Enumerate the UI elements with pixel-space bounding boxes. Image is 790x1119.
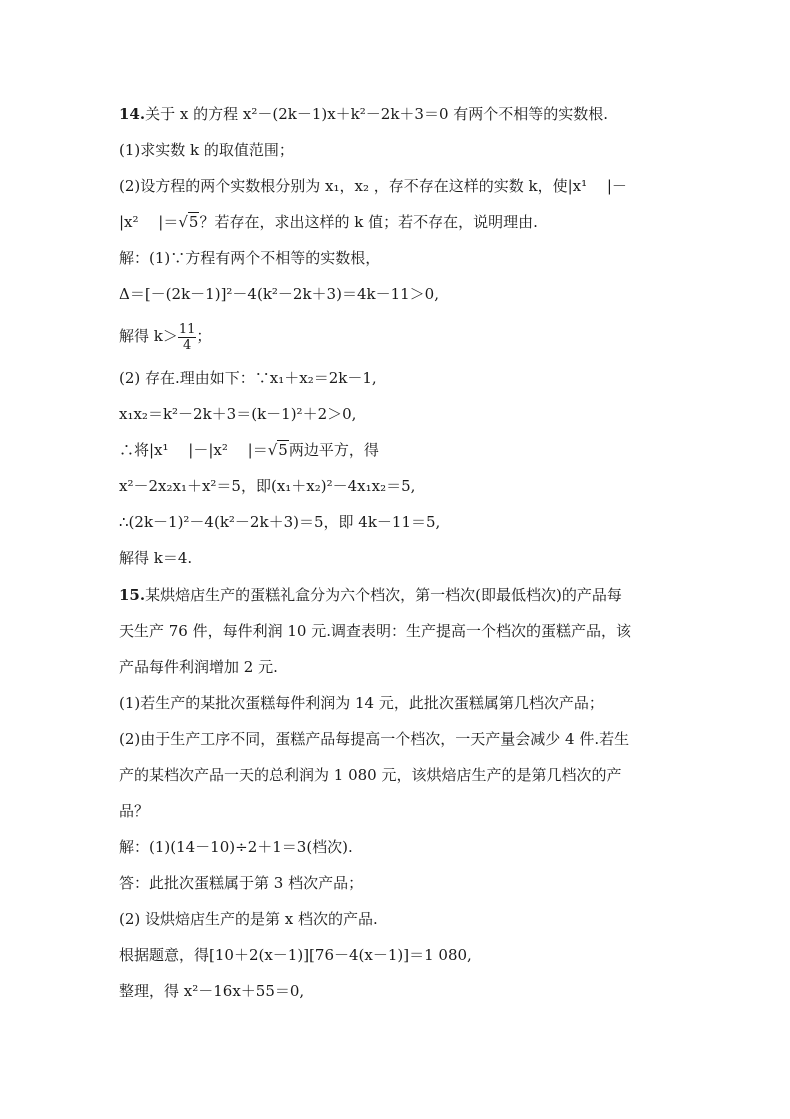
solution-2-line-3 xyxy=(119,440,379,460)
radicand: 5 xyxy=(188,213,199,231)
solution-k-range xyxy=(119,318,211,354)
question-1: (1)若生产的某批次蛋糕每件利润为 14 元，此批次蛋糕属第几档次产品； xyxy=(119,694,604,712)
question-2-line-1: (2)由于生产工序不同，蛋糕产品每提高一个档次，一天产量会减少 4 件.若生 xyxy=(119,730,630,748)
problem-number: 15. xyxy=(119,586,146,604)
sqrt-expression xyxy=(178,212,199,232)
sqrt-expression xyxy=(268,440,289,460)
text-span: ； xyxy=(196,327,212,345)
problem-14-stem xyxy=(119,104,608,124)
text-span: 两边平方，得 xyxy=(288,441,379,459)
text-span: ？若存在，求出这样的 k 值；若不存在，说明理由. xyxy=(199,213,538,231)
question-2-line-1: (2)设方程的两个实数根分别为 x₁，x₂ ，存不存在这样的实数 k，使|x¹ |－ xyxy=(119,177,627,195)
solution-intro: 解：(1)∵方程有两个不相等的实数根， xyxy=(119,249,381,267)
problem-15-stem-line-2: 天生产 76 件，每件利润 10 元.调查表明：生产提高一个档次的蛋糕产品，该 xyxy=(119,622,632,640)
sqrt-sign: √ xyxy=(267,441,278,459)
denominator: 4 xyxy=(182,337,192,353)
solution-2-line-2: 根据题意，得[10＋2(x－1)][76－4(x－1)]＝1 080, xyxy=(119,946,472,964)
solution-2-line-4: x²－2x₂x₁＋x²＝5，即(x₁＋x₂)²－4x₁x₂＝5, xyxy=(119,477,416,495)
text-span: ∴将|x¹ |－|x² |＝ xyxy=(119,441,268,459)
solution-1: 解：(1)(14－10)÷2＋1＝3(档次). xyxy=(119,838,353,856)
sqrt-sign: √ xyxy=(178,213,188,231)
solution-2-line-5: ∴(2k－1)²－4(k²－2k＋3)＝5，即 4k－11＝5, xyxy=(119,513,441,531)
solution-2-line-6: 解得 k＝4. xyxy=(119,549,193,567)
solution-2-line-2: x₁x₂＝k²－2k＋3＝(k－1)²＋2＞0, xyxy=(119,405,357,423)
radicand: 5 xyxy=(278,441,288,459)
fraction xyxy=(178,322,197,353)
answer-1: 答：此批次蛋糕属于第 3 档次产品； xyxy=(119,874,364,892)
problem-15-stem-line-1 xyxy=(119,585,622,605)
question-2-line-2: 产的某档次产品一天的总利润为 1 080 元，该烘焙店生产的是第几档次的产 xyxy=(119,766,622,784)
problem-15-stem-line-3: 产品每件利润增加 2 元. xyxy=(119,658,278,676)
text-span: |x² |＝ xyxy=(119,213,179,231)
text-span: 解得 k＞ xyxy=(119,327,178,345)
stem-text: 关于 x 的方程 x²－(2k－1)x＋k²－2k＋3＝0 有两个不相等的实数根. xyxy=(145,105,609,123)
numerator: 11 xyxy=(178,321,196,337)
solution-2-line-3: 整理，得 x²－16x＋55＝0, xyxy=(119,982,305,1000)
stem-text: 某烘焙店生产的蛋糕礼盒分为六个档次，第一档次(即最低档次)的产品每 xyxy=(145,586,622,604)
solution-2-line-1: (2) 存在.理由如下：∵x₁＋x₂＝2k－1, xyxy=(119,369,377,387)
question-1: (1)求实数 k 的取值范围； xyxy=(119,141,294,159)
problem-number: 14. xyxy=(119,105,146,123)
question-2-line-2 xyxy=(119,212,538,232)
solution-delta: Δ＝[－(2k－1)]²－4(k²－2k＋3)＝4k－11＞0, xyxy=(119,285,439,303)
question-2-line-3: 品？ xyxy=(119,802,150,820)
solution-2-line-1: (2) 设烘焙店生产的是第 x 档次的产品. xyxy=(119,910,378,928)
